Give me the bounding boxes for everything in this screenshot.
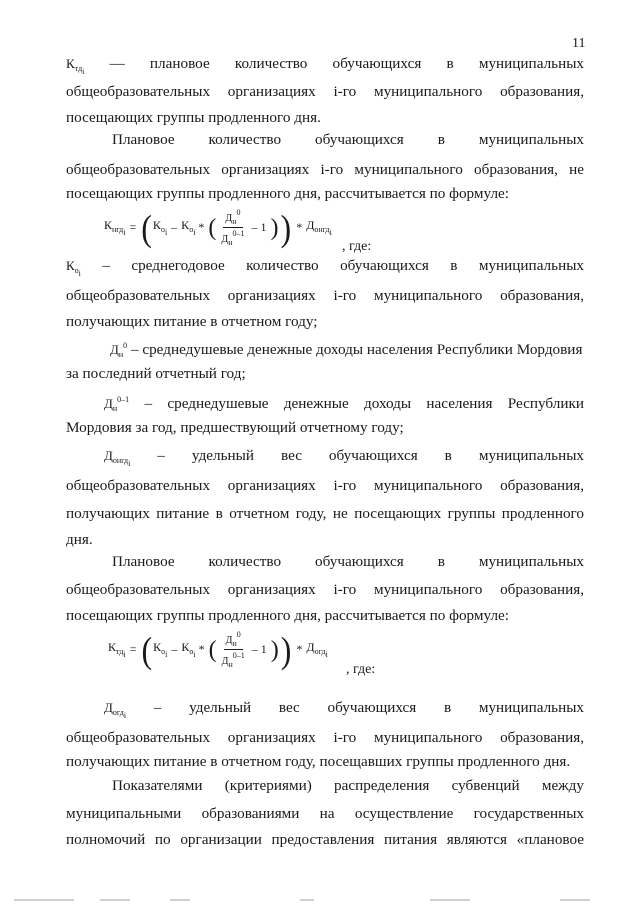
p3-line1: Плановое количество обучающихся в муниципальных [112, 553, 584, 570]
p2-line3: посещающих группы продленного дня, рассчитывается по формуле: [66, 185, 509, 202]
def2-line2: за последний отчетный год; [66, 365, 246, 382]
scan-mark [14, 899, 74, 901]
def1-line3: получающих питание в отчетном году; [66, 313, 318, 330]
def3-line1: $Д_н^{0-1}$ – среднедушевые денежные доходы населения Республики [104, 395, 584, 413]
def4-line3: получающих питание в отчетном году, не посещающих группы продленного [66, 505, 584, 522]
def5-line3: получающих питание в отчетном году, посещавших группы продленного дня. [66, 753, 571, 770]
p1-line1: $К_{тд_i}$ — плановое количество обучающихся в муниципальных [66, 55, 584, 76]
formula2-where: , где: [346, 662, 376, 677]
symbol-k-td: $К_{тд_i}$ [66, 56, 85, 76]
p1-line3: посещающих группы продленного дня. [66, 109, 321, 126]
scan-mark [100, 899, 130, 901]
page-number: 11 [572, 36, 586, 51]
p4-line3: полномочий по организации предоставления питания являются «плановое [66, 831, 584, 848]
def5-line2: общеобразовательных организациях i-го муниципального образования, [66, 729, 584, 746]
def3-line2: Мордовия за год, предшествующий отчетному году; [66, 419, 404, 436]
symbol-k-o: $К_{o_i}$ [66, 258, 81, 278]
fraction-income-ratio-2: $\frac{Д_н^0}{Д_н^{0-1}}$ [221, 630, 245, 669]
p3-line2: общеобразовательных организациях i-го муниципального образования, [66, 581, 584, 598]
scan-mark [430, 899, 470, 901]
p4-line2: муниципальными образованиями на осуществление государственных [66, 805, 584, 822]
symbol-d-n0-1: $Д_н^{0-1}$ [104, 395, 130, 413]
symbol-d-ongd: $Д_{онгд_i}$ [104, 448, 131, 468]
formula1-where: , где: [342, 239, 372, 254]
fraction-income-ratio: $\frac{Д_н^0}{Д_н^{0-1}}$ [221, 208, 245, 247]
def1-line1: $К_{o_i}$ – среднегодовое количество обучающихся в муниципальных [66, 257, 584, 278]
symbol-d-ogd: $Д_{огд_i}$ [104, 700, 127, 720]
def4-line1: $Д_{онгд_i}$ – удельный вес обучающихся в муниципальных [104, 447, 584, 468]
formula-k-ngd: $К_{нгд_i}$ = ( $К_{o_i}$ – $К_{o_i}$ * ( $\frac{Д_н^0}{Д_н^{0-1}}$ – 1 ) ) * $Д_{онгд_i}$ [104, 206, 332, 249]
p2-line1: Плановое количество обучающихся в муниципальных [112, 131, 584, 148]
def1-line2: общеобразовательных организациях i-го муниципального образования, [66, 287, 584, 304]
def2-line1: $Д_н^0$ – среднедушевые денежные доходы населения Республики Мордовия [110, 341, 583, 359]
formula-k-td: $К_{тд_i}$ = ( $К_{o_i}$ – $К_{o_i}$ * ( $\frac{Д_н^0}{Д_н^{0-1}}$ – 1 ) ) * $Д_{огд_i}$ [108, 628, 328, 671]
scan-mark [300, 899, 314, 901]
def4-line4: дня. [66, 531, 93, 548]
p3-line3: посещающих группы продленного дня, рассчитывается по формуле: [66, 607, 509, 624]
scan-mark [170, 899, 190, 901]
def5-line1: $Д_{огд_i}$ – удельный вес обучающихся в муниципальных [104, 699, 585, 720]
def4-line2: общеобразовательных организациях i-го муниципального образования, [66, 477, 584, 494]
p4-line1: Показателями (критериями) распределения субвенций между [112, 777, 584, 794]
scan-mark [560, 899, 590, 901]
symbol-d-n0: $Д_н^0$ [110, 341, 128, 359]
p1-line2: общеобразовательных организациях i-го муниципального образования, [66, 83, 584, 100]
p2-line2: общеобразовательных организациях i-го муниципального образования, не [66, 161, 584, 178]
